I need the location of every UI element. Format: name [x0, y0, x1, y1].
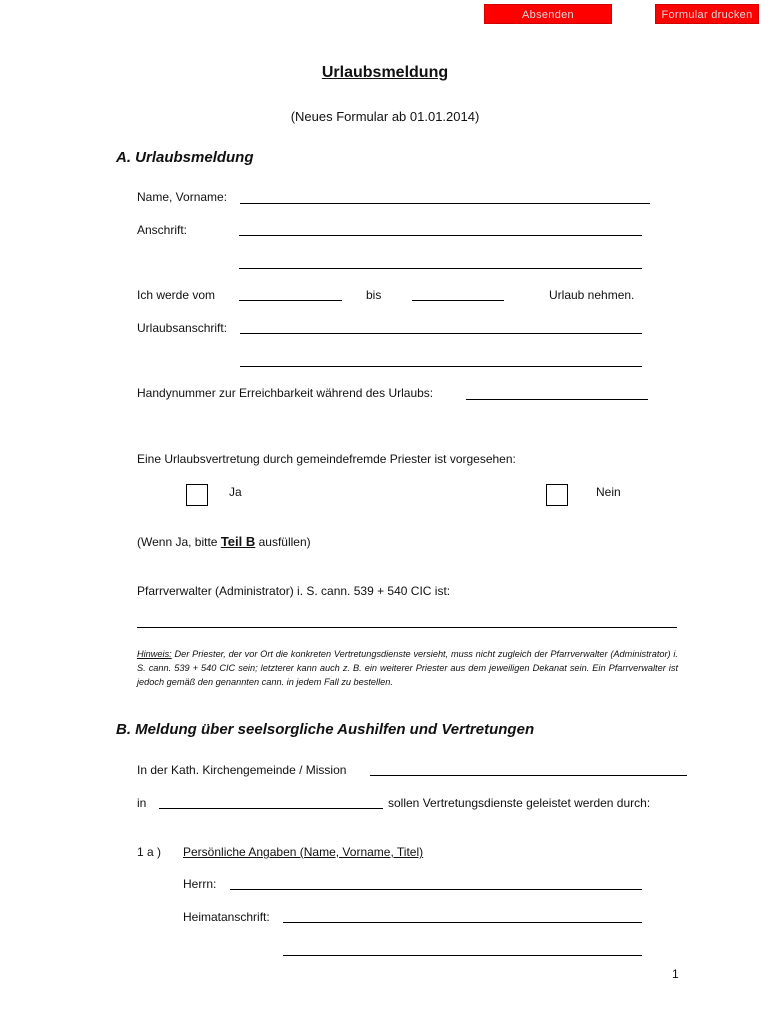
from-date-field[interactable]: [239, 284, 342, 300]
phone-line: [466, 399, 648, 400]
send-button[interactable]: Absenden: [484, 4, 612, 24]
page-number: 1: [672, 967, 679, 981]
if-yes-suffix: ausfüllen): [255, 535, 311, 549]
vacation-address-label: Urlaubsanschrift:: [137, 321, 228, 335]
section-b-heading: B. Meldung über seelsorgliche Aushilfen und Vertretungen: [116, 721, 535, 738]
to-date-line: [412, 300, 504, 301]
no-checkbox[interactable]: [546, 484, 568, 506]
substitution-question: Eine Urlaubsvertretung durch gemeindefremde Priester ist vorgesehen:: [137, 452, 516, 466]
mr-label: Herrn:: [183, 877, 217, 891]
yes-checkbox[interactable]: [186, 484, 208, 506]
location-field[interactable]: [159, 792, 383, 808]
administrator-field[interactable]: [137, 611, 677, 627]
home-address-label: Heimatanschrift:: [183, 910, 270, 924]
parish-field[interactable]: [370, 759, 687, 775]
to-date-field[interactable]: [412, 284, 504, 300]
item-number: 1 a ): [137, 845, 162, 859]
note-text: Der Priester, der vor Ort die konkreten Vertretungsdienste versieht, muss nicht zugleich der Pfarrverwalter (Administrator) i. S. cann. 539 + 540 CIC sein; letzterer kann auch z. B. ein weiterer Priester aus dem jeweiligen Dekanat sein. Ein Pfarrverwalter ist jedoch gemäß den genannten cann. in jedem Fall zu bestellen.: [137, 649, 678, 687]
location-line: [159, 808, 383, 809]
page-title: Urlaubsmeldung: [321, 64, 449, 81]
address-field-2[interactable]: [239, 252, 642, 268]
address-label: Anschrift:: [137, 223, 188, 237]
mr-field[interactable]: [230, 873, 642, 889]
page-subtitle: (Neues Formular ab 01.01.2014): [290, 109, 480, 124]
vacation-address-field-2[interactable]: [240, 350, 642, 366]
from-date-line: [239, 300, 342, 301]
no-label: Nein: [596, 485, 621, 499]
leave-label: Urlaub nehmen.: [549, 288, 635, 302]
home-address-line-1: [283, 922, 642, 923]
address-line-1: [239, 235, 642, 236]
note-paragraph: [137, 647, 678, 689]
vacation-address-field-1[interactable]: [240, 317, 642, 333]
part-b-reference: Teil B: [220, 534, 256, 549]
print-button[interactable]: Formular drucken: [655, 4, 759, 24]
name-label: Name, Vorname:: [137, 190, 228, 204]
name-field[interactable]: [240, 187, 650, 203]
vacation-address-line-2: [240, 366, 642, 367]
phone-label: Handynummer zur Erreichbarkeit während des Urlaubs:: [137, 386, 434, 400]
in-label: in: [137, 796, 147, 810]
personal-details-label: Persönliche Angaben (Name, Vorname, Titel): [183, 845, 424, 859]
home-address-field-2[interactable]: [283, 939, 642, 955]
from-label: Ich werde vom: [137, 288, 216, 302]
administrator-line: [137, 627, 677, 628]
section-a-heading: A. Urlaubsmeldung: [116, 149, 254, 166]
yes-label: Ja: [229, 485, 242, 499]
services-label: sollen Vertretungsdienste geleistet werden durch:: [388, 796, 651, 810]
if-yes-prefix: (Wenn Ja, bitte: [137, 535, 221, 549]
name-line: [240, 203, 650, 204]
address-line-2: [239, 268, 642, 269]
parish-line: [370, 775, 687, 776]
home-address-line-2: [283, 955, 642, 956]
address-field-1[interactable]: [239, 219, 642, 235]
mr-line: [230, 889, 642, 890]
administrator-label: Pfarrverwalter (Administrator) i. S. cann. 539 + 540 CIC ist:: [137, 584, 451, 598]
to-label: bis: [366, 288, 382, 302]
parish-label: In der Kath. Kirchengemeinde / Mission: [137, 763, 347, 777]
if-yes-hint: [137, 534, 311, 549]
note-label: Hinweis:: [137, 649, 172, 659]
vacation-address-line-1: [240, 333, 642, 334]
phone-field[interactable]: [466, 383, 648, 399]
home-address-field-1[interactable]: [283, 906, 642, 922]
